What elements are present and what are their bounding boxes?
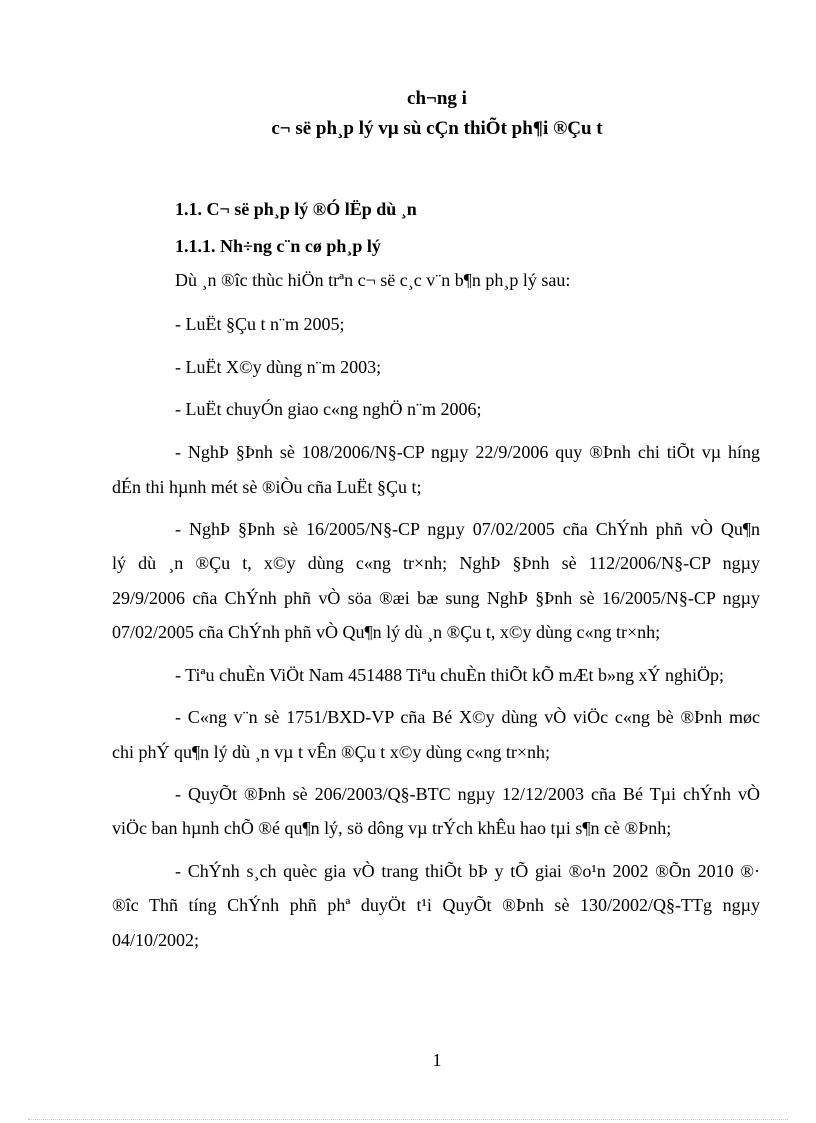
list-item: - LuËt X©y dùng n¨m 2003; [175,357,382,377]
chapter-subtitle: c¬ së ph¸p lý vµ sù cÇn thiÕt ph¶i ®Çu t [271,118,603,139]
list-item-continuation: 04/10/2002; [112,930,200,950]
list-item-continuation: 07/02/2005 cña ChÝnh phñ vÒ Qu¶n lý dù ¸n ®Çu t, x©y dùng c«ng tr×nh; [112,622,661,642]
list-item: - NghÞ §Þnh sè 16/2005/N§-CP ngµy 07/02/2005 cña ChÝnh phñ vÒ Qu¶n [175,519,760,539]
list-item: - C«ng v¨n sè 1751/BXD-VP cña Bé X©y dùng vÒ viÖc c«ng bè ®Þnh møc [175,707,760,727]
section-heading: 1.1. C¬ së ph¸p lý ®Ó lËp dù ¸n [175,199,417,219]
list-item: - NghÞ §Þnh sè 108/2006/N§-CP ngµy 22/9/2006 quy ®Þnh chi tiÕt vµ híng [175,442,760,462]
list-item: - LuËt chuyÓn giao c«ng nghÖ n¨m 2006; [175,399,482,419]
list-item-continuation: 29/9/2006 cña ChÝnh phñ vÒ söa ®æi bæ sung NghÞ §Þnh sè 16/2005/N§-CP ngµy [112,588,760,608]
page-number: 1 [432,1050,442,1070]
list-item: - Tiªu chuÈn ViÖt Nam 451488 Tiªu chuÈn thiÕt kÕ mÆt b»ng xÝ nghiÖp; [175,665,725,685]
list-item-continuation: dÉn thi hµnh mét sè ®iÒu cña LuËt §Çu t; [112,477,422,497]
list-item: - LuËt §Çu t n¨m 2005; [175,314,345,334]
list-item-continuation: viÖc ban hµnh chÕ ®é qu¶n lý, sö dông vµ trÝch khÊu hao tµi s¶n cè ®Þnh; [112,818,672,838]
list-item-continuation: ®îc Thñ tíng ChÝnh phñ phª duyÖt t¹i QuyÕt ®Þnh sè 130/2002/Q§-TTg ngµy [112,895,760,915]
list-item: - ChÝnh s¸ch quèc gia vÒ trang thiÕt bÞ y tÕ giai ®o¹n 2002 ®Õn 2010 ®· [175,861,760,881]
list-item: - QuyÕt ®Þnh sè 206/2003/Q§-BTC ngµy 12/12/2003 cña Bé Tµi chÝnh vÒ [175,784,760,804]
chapter-title: ch¬ng i [407,88,467,109]
list-item-continuation: lý dù ¸n ®Çu t, x©y dùng c«ng tr×nh; NghÞ §Þnh sè 112/2006/N§-CP ngµy [112,553,760,573]
list-item-continuation: chi phÝ qu¶n lý dù ¸n vµ t vÊn ®Çu t x©y dùng c«ng tr×nh; [112,742,551,762]
page-bottom-divider [28,1119,788,1120]
intro-paragraph: Dù ¸n ®îc thùc hiÖn trªn c¬ së c¸c v¨n b¶n ph¸p lý sau: [175,270,571,290]
subsection-heading: 1.1.1. Nh÷ng c¨n cø ph¸p lý [175,236,381,256]
